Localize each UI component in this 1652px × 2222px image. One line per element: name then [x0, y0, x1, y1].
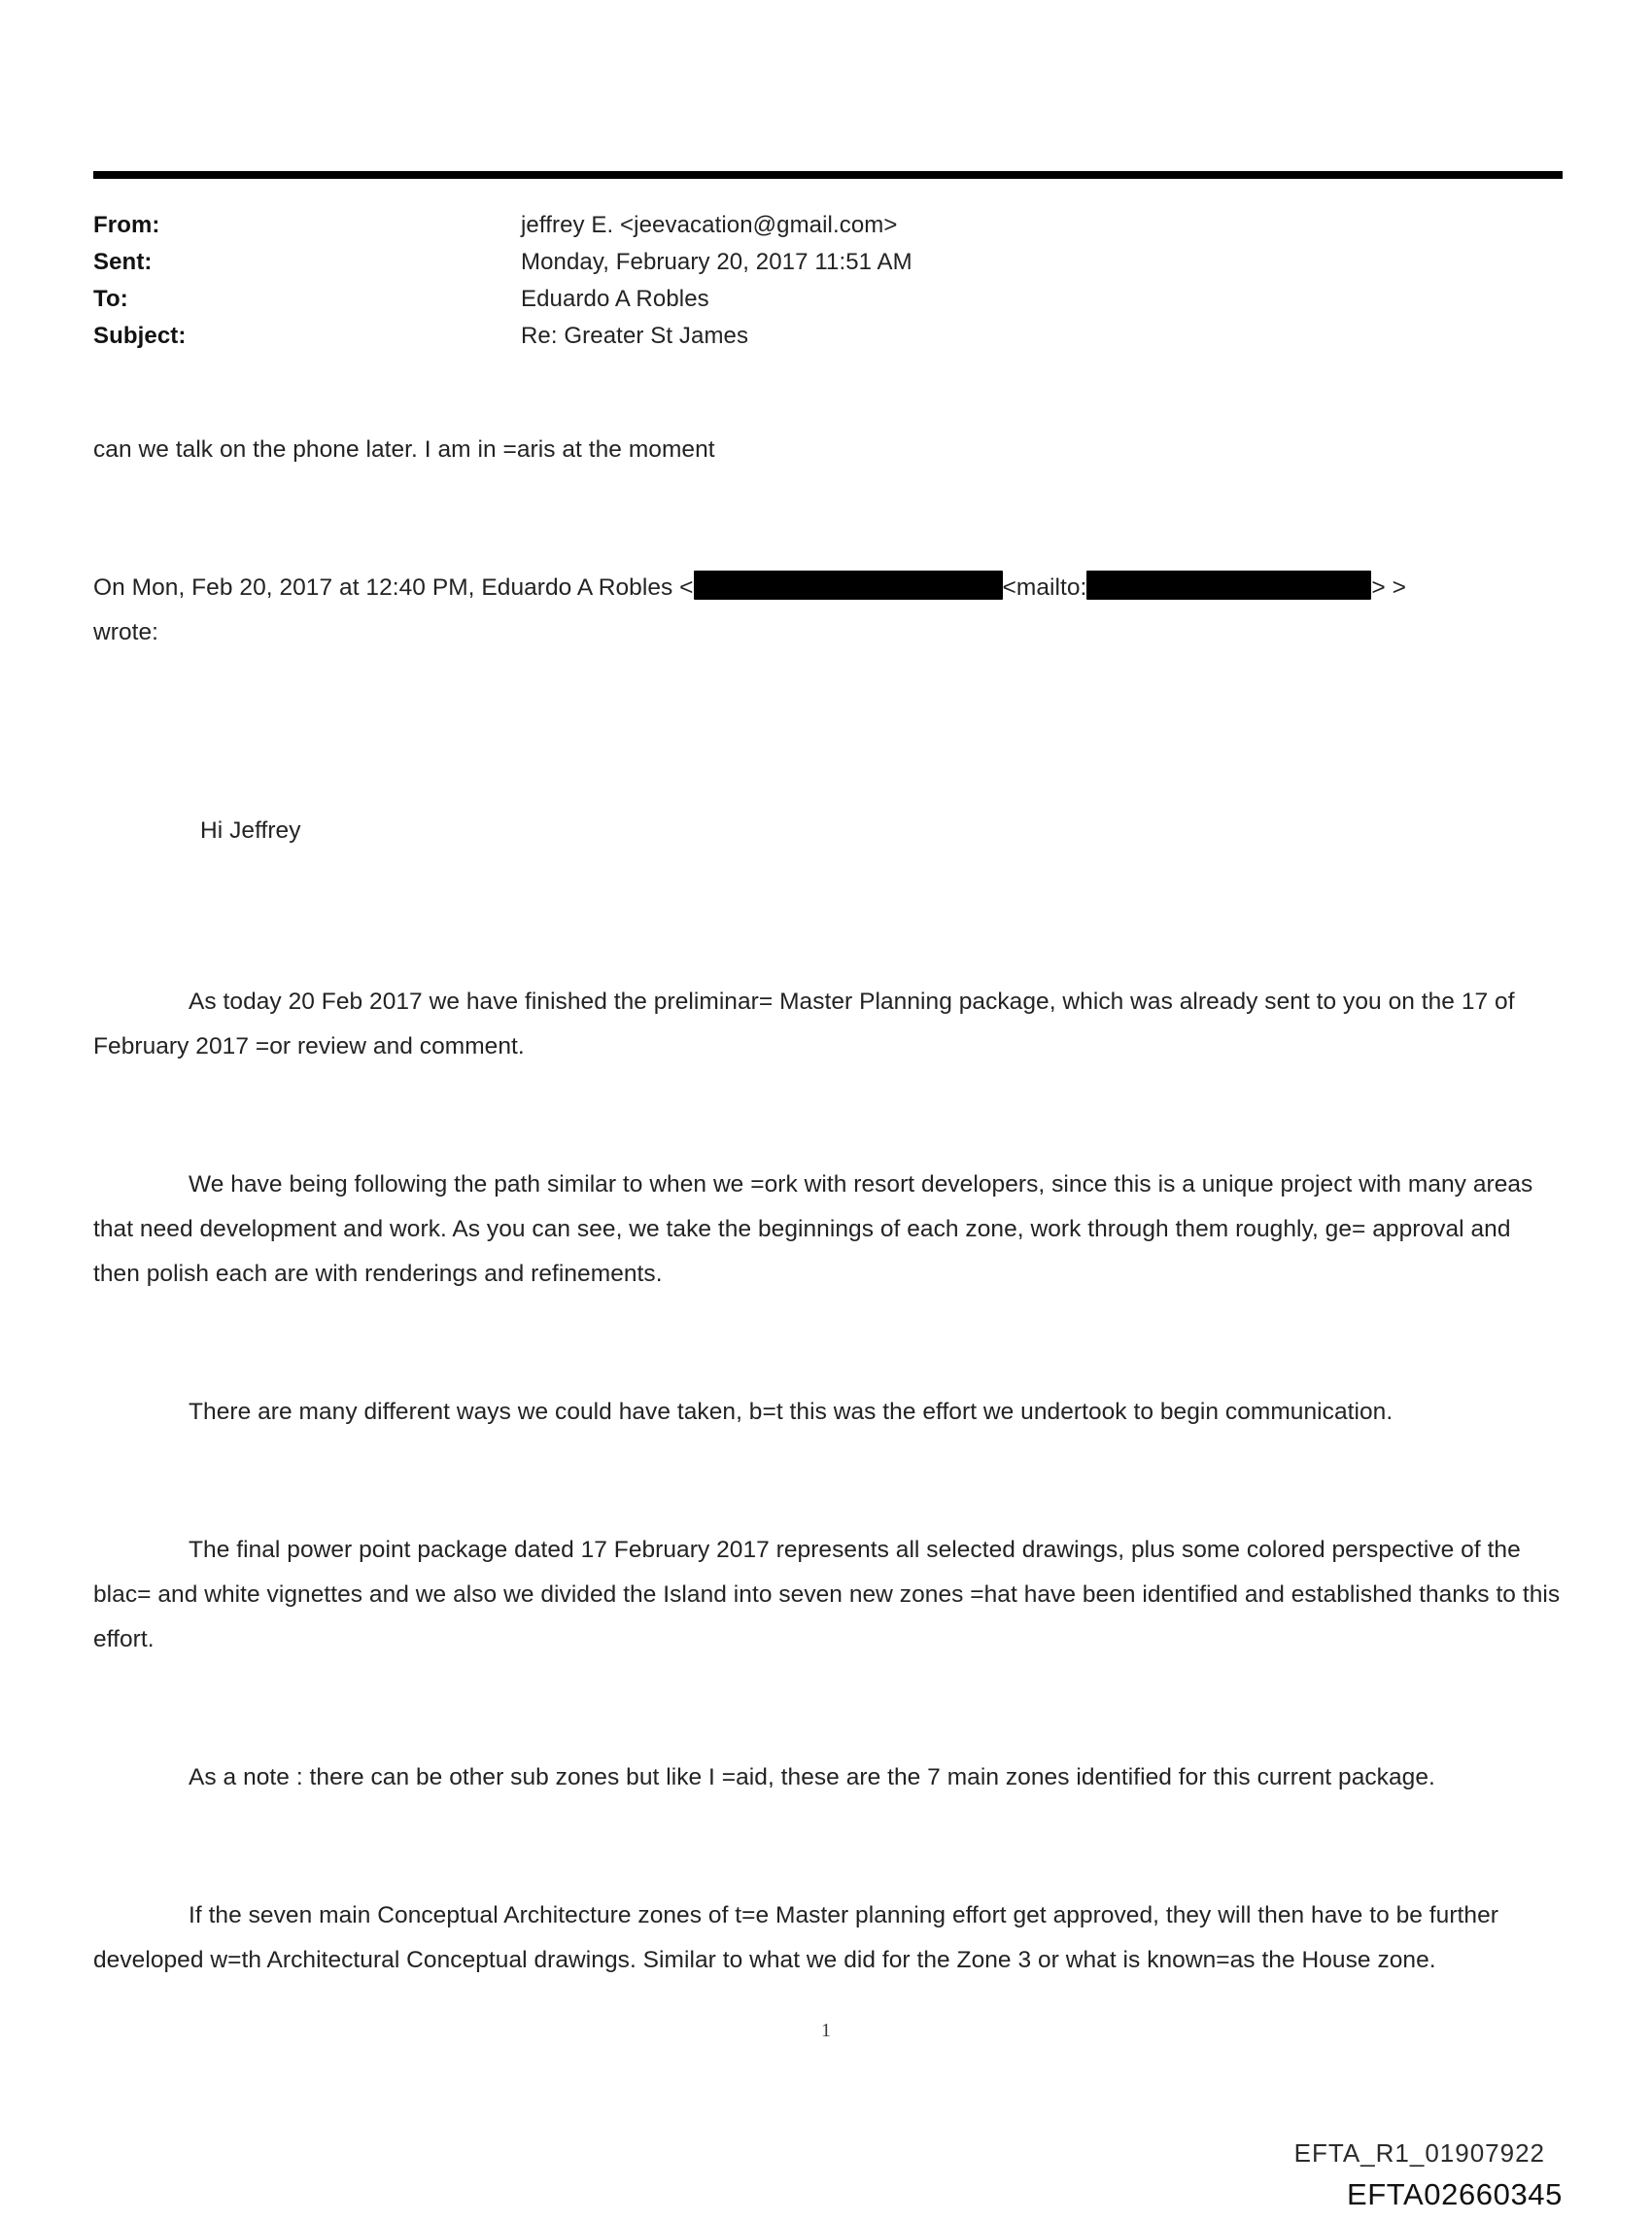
spacer [93, 1662, 1563, 1755]
from-value: jeffrey E. <jeevacation@gmail.com> [521, 212, 898, 238]
spacer [93, 1800, 1563, 1893]
email-header-row-sent [93, 249, 1502, 286]
body-paragraph-2: We have being following the path similar to when we =ork with resort developers, since this is a unique project with many areas that need development and work. As you can see, we take the beginnings of each zone, work through them roughly, ge= approval and then polish each are with renderings and refinements. [93, 1171, 1533, 1287]
reply-message-line: can we talk on the phone later. I am in =aris at the moment [93, 436, 715, 463]
to-value: Eduardo A Robles [521, 286, 709, 312]
spacer [93, 1297, 1563, 1390]
email-body [93, 428, 1563, 1983]
page-number: 1 [821, 2020, 831, 2041]
sent-label: Sent: [93, 249, 153, 275]
body-paragraph-5: As a note : there can be other sub zones but like I =aid, these are the 7 main zones identified for this current package. [189, 1764, 1435, 1790]
spacer [93, 853, 1563, 980]
subject-value: Re: Greater St James [521, 323, 749, 349]
body-paragraph-4: The final power point package dated 17 February 2017 represents all selected drawings, plus some colored perspective of the blac= and white vignettes and we also we divided the Island into seven new zones =hat have been identified and established thanks to this effort. [93, 1537, 1561, 1652]
email-header-row-from [93, 212, 1502, 249]
email-header-row-to [93, 286, 1502, 323]
email-header-row-subject [93, 323, 1502, 360]
quote-mailto-text: <mailto: [1002, 574, 1087, 601]
bates-stamp-lower: EFTA02660345 [1346, 2177, 1563, 2211]
body-paragraph-1: As today 20 Feb 2017 we have finished the preliminar= Master Planning package, which was already sent to you on the 17 of February 2017 =or review and comment. [93, 989, 1515, 1059]
bates-stamp-upper: EFTA_R1_01907922 [1293, 2138, 1545, 2168]
email-header-block [93, 212, 1502, 360]
redacted-mailto-address-bar [1086, 571, 1371, 600]
greeting-line: Hi Jeffrey [200, 817, 301, 844]
body-paragraph-3: There are many different ways we could have taken, b=t this was the effort we undertook to begin communication. [189, 1399, 1394, 1425]
quote-closing-brackets: > > [1371, 574, 1406, 601]
body-paragraph-6: If the seven main Conceptual Architecture zones of t=e Master planning effort get approved, they will then have to be further developed w=th Architectural Conceptual drawings. Similar to what we did for the Zone 3 or what is known=as the House zone. [93, 1902, 1498, 1973]
redacted-email-address-bar [694, 571, 1003, 600]
header-divider-rule [93, 171, 1563, 179]
quote-attribution-line [93, 566, 1563, 655]
spacer [93, 1069, 1563, 1163]
quote-intro-text: On Mon, Feb 20, 2017 at 12:40 PM, Eduardo A Robles < [93, 574, 694, 601]
spacer [93, 472, 1563, 566]
sent-value: Monday, February 20, 2017 11:51 AM [521, 249, 912, 275]
spacer [93, 1435, 1563, 1528]
subject-label: Subject: [93, 323, 187, 349]
spacer [93, 655, 1563, 809]
to-label: To: [93, 286, 128, 312]
from-label: From: [93, 212, 160, 238]
quote-wrote-text: wrote: [93, 619, 159, 645]
